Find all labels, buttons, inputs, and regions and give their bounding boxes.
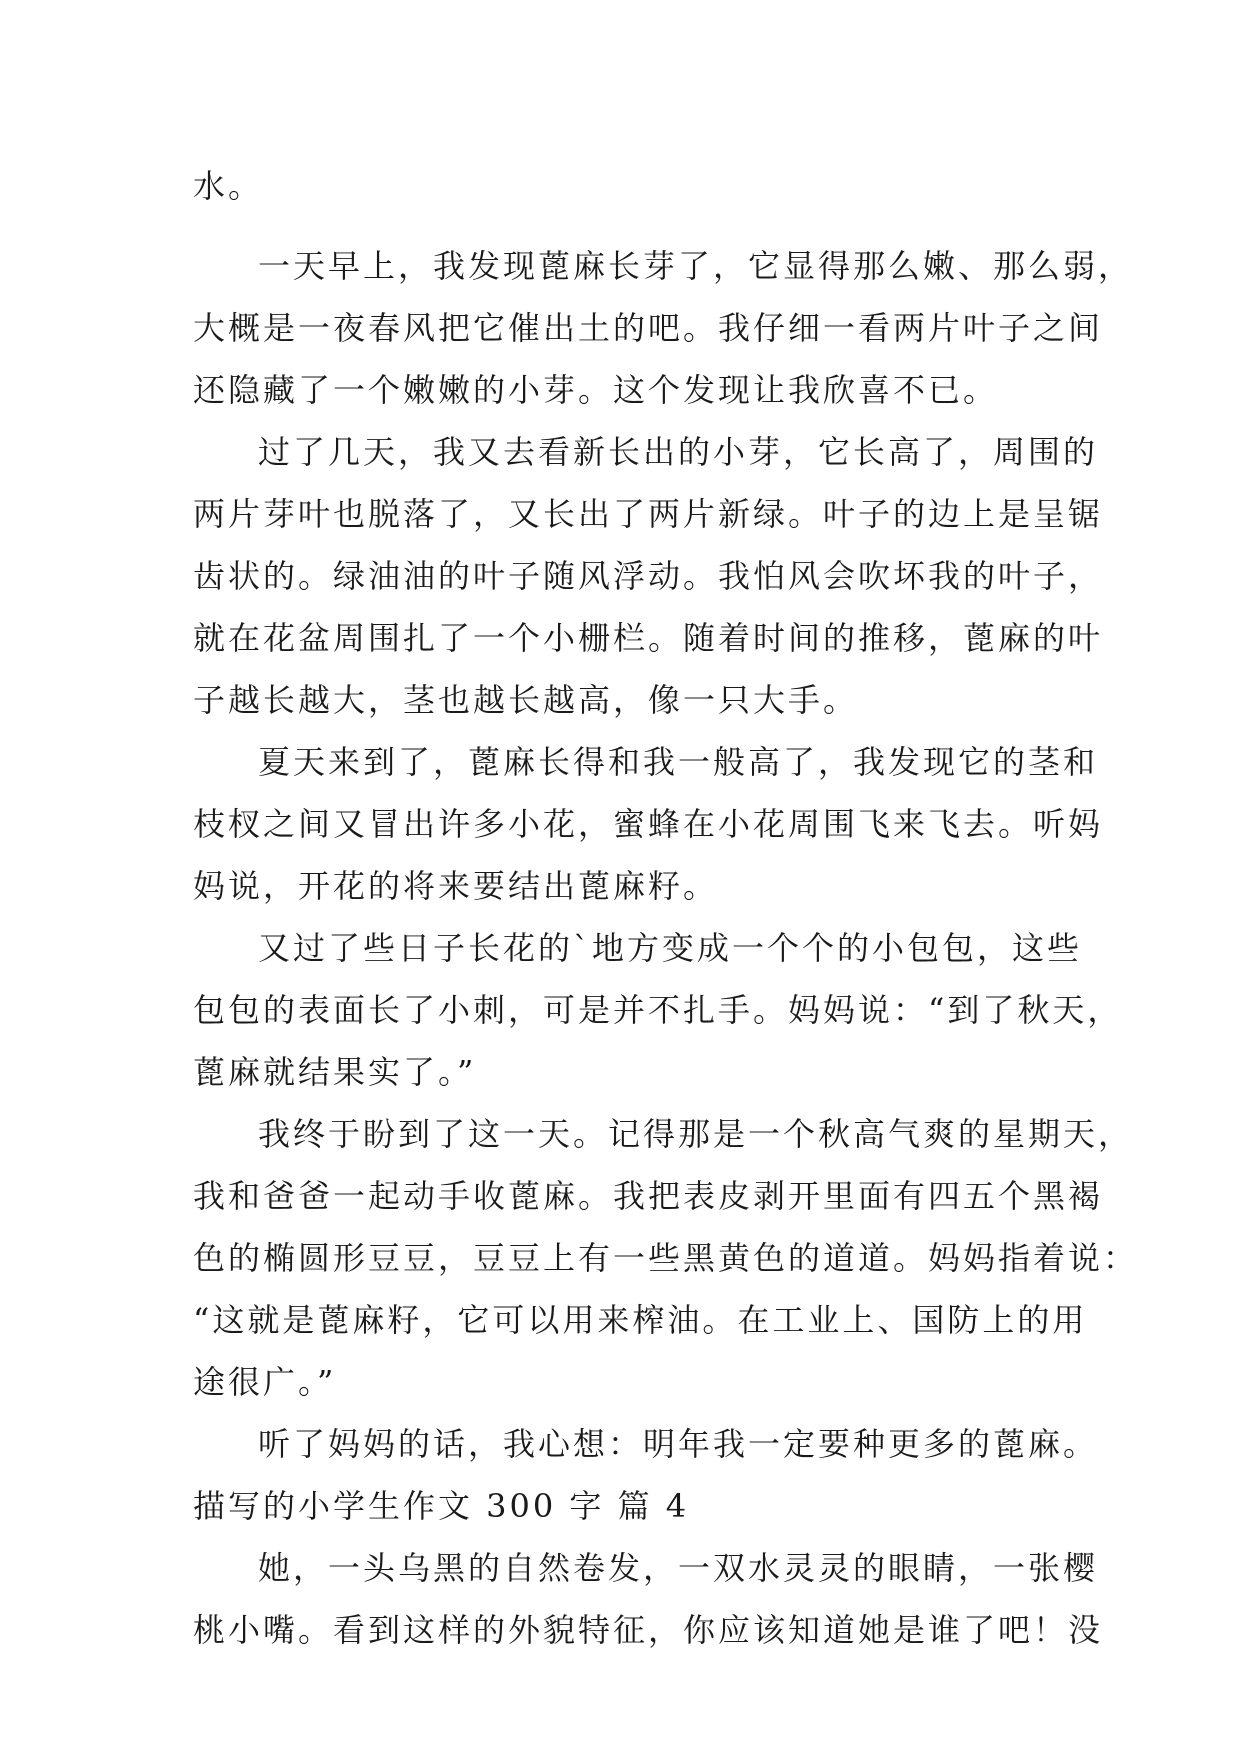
text-line: 还隐藏了一个嫩嫩的小芽。这个发现让我欣喜不已。	[193, 371, 999, 409]
text-line: 妈说，开花的将来要结出蓖麻籽。	[193, 867, 719, 905]
paragraph-start-line: 过了几天，我又去看新长出的小芽，它长高了，周围的	[258, 433, 1099, 471]
paragraph-start-line: 一天早上，我发现蓖麻长芽了，它显得那么嫩、那么弱，	[258, 247, 1134, 285]
text-line: 途很广。”	[193, 1363, 337, 1401]
paragraph-start-line: 她，一头乌黑的自然卷发，一双水灵灵的眼睛，一张樱	[258, 1549, 1099, 1587]
text-line: 子越长越大，茎也越长越高，像一只大手。	[193, 681, 859, 719]
paragraph-start-line: 夏天来到了，蓖麻长得和我一般高了，我发现它的茎和	[258, 743, 1099, 781]
text-line: 桃小嘴。看到这样的外貌特征，你应该知道她是谁了吧！没	[193, 1611, 1104, 1649]
text-line: 水。	[193, 167, 264, 205]
text-line: 大概是一夜春风把它催出土的吧。我仔细一看两片叶子之间	[193, 309, 1104, 347]
text-line: 色的椭圆形豆豆，豆豆上有一些黑黄色的道道。妈妈指着说：	[193, 1239, 1139, 1277]
text-line: 包包的表面长了小刺，可是并不扎手。妈妈说：“到了秋天，	[193, 991, 1123, 1029]
paragraph-start-line: 我终于盼到了这一天。记得那是一个秋高气爽的星期天，	[258, 1115, 1134, 1153]
text-line: 齿状的。绿油油的叶子随风浮动。我怕风会吹坏我的叶子，	[193, 557, 1104, 595]
text-line: 枝杈之间又冒出许多小花，蜜蜂在小花周围飞来飞去。听妈	[193, 805, 1104, 843]
text-line: 两片芽叶也脱落了，又长出了两片新绿。叶子的边上是呈锯	[193, 495, 1104, 533]
paragraph-start-line: 又过了些日子长花的`地方变成一个个的小包包，这些	[258, 929, 1083, 967]
text-line: 蓖麻就结果实了。”	[193, 1053, 477, 1091]
section-heading: 描写的小学生作文 300 字 篇 4	[193, 1487, 690, 1525]
text-line: 就在花盆周围扎了一个小栅栏。随着时间的推移，蓖麻的叶	[193, 619, 1104, 657]
text-line: “这就是蓖麻籽，它可以用来榨油。在工业上、国防上的用	[193, 1301, 1088, 1339]
text-line: 我和爸爸一起动手收蓖麻。我把表皮剥开里面有四五个黑褐	[193, 1177, 1104, 1215]
paragraph-start-line: 听了妈妈的话，我心想：明年我一定要种更多的蓖麻。	[258, 1425, 1099, 1463]
